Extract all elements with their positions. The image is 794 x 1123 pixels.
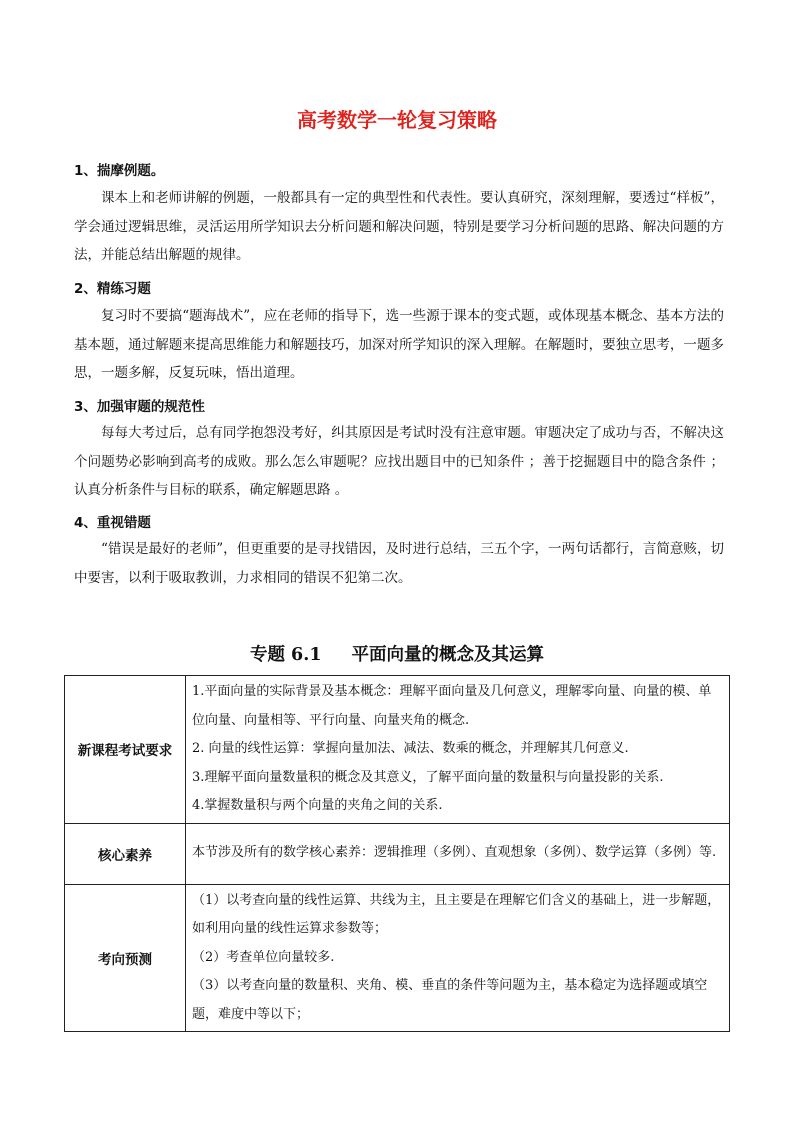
table-row	[65, 823, 730, 884]
list-item: （3）以考查向量的数量积、夹角、模、垂直的条件等问题为主，基本稳定为选择题或填空题，难度中等以下；	[192, 978, 708, 1022]
section-body-4: “错误是最好的老师”，但更重要的是寻找错因，及时进行总结，三五个字，一两句话都行，言简意赅，切中要害，以利于吸取教训，力求相同的错误不犯第二次。	[74, 541, 724, 586]
topic-title	[0, 641, 794, 666]
row-label: 新课程考试要求	[65, 676, 186, 824]
list-item: 2. 向量的线性运算：掌握向量加法、减法、数乘的概念，并理解其几何意义.	[192, 741, 629, 756]
list-item: （2）考查单位向量较多.	[192, 949, 335, 965]
table-row	[65, 884, 730, 1032]
topic-label: 专题 6.1	[249, 645, 322, 665]
section-body-2: 复习时不要搞“题海战术”，应在老师的指导下，选一些源于课本的变式题，或体现基本概念、基本方法的基本题，通过解题来提高思维能力和解题技巧，加深对所学知识的深入理解。在解题时，要独立思考，一题多思，一题多解，反复玩味，悟出道理。	[74, 308, 724, 381]
list-item: 本节涉及所有的数学核心素养：逻辑推理（多例）、直观想象（多例）、数学运算（多例）等.	[192, 845, 717, 861]
row-content	[186, 884, 730, 1032]
row-content	[186, 823, 730, 884]
row-label: 核心素养	[65, 823, 186, 884]
row-content	[186, 676, 730, 824]
requirements-table	[64, 675, 730, 1032]
table-row	[65, 676, 730, 824]
section-heading-3: 3、加强审题的规范性	[74, 399, 205, 415]
section-heading-2: 2、精练习题	[74, 281, 151, 297]
topic-name: 平面向量的概念及其运算	[351, 645, 545, 665]
list-item: （1）以考查向量的线性运算、共线为主，且主要是在理解它们含义的基础上，进一步解题，如利用向量的线性运算求参数等；	[192, 892, 721, 936]
list-item: 1.平面向量的实际背景及基本概念：理解平面向量及几何意义，理解零向量、向量的模、单位向量、向量相等、平行向量、向量夹角的概念.	[192, 684, 712, 728]
list-item: 3.理解平面向量数量积的概念及其意义，了解平面向量的数量积与向量投影的关系.	[192, 769, 664, 785]
section-body-1: 课本上和老师讲解的例题，一般都具有一定的典型性和代表性。要认真研究，深刻理解，要透过“样板”，学会通过逻辑思维，灵活运用所学知识去分析问题和解决问题，特别是要学习分析问题的思路、解决问题的方法，并能总结出解题的规律。	[74, 190, 724, 263]
page-title: 高考数学一轮复习策略	[297, 108, 497, 132]
row-label: 考向预测	[65, 884, 186, 1032]
section-heading-4: 4、重视错题	[74, 515, 151, 531]
section-heading-1: 1、揣摩例题。	[74, 163, 165, 179]
list-item: 4.掌握数量积与两个向量的夹角之间的关系.	[192, 798, 443, 813]
section-body-3: 每每大考过后，总有同学抱怨没考好，纠其原因是考试时没有注意审题。审题决定了成功与否，不解决这个问题势必影响到高考的成败。那么怎么审题呢？应找出题目中的已知条件 ；善于挖掘题目中的隐含条件 ；认真分析条件与目标的联系，确定解题思路 。	[74, 425, 724, 498]
